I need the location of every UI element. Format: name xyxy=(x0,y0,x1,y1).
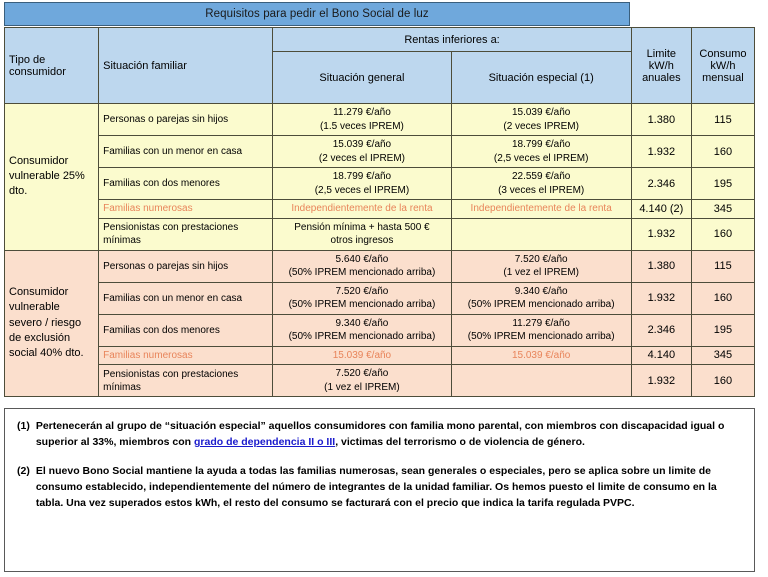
especial-amount: 18.799 €/año xyxy=(511,139,571,150)
table-row xyxy=(5,200,755,219)
situacion-especial-cell xyxy=(451,346,631,365)
situacion-familiar-cell: Pensionistas con prestaciones mínimas xyxy=(99,365,273,397)
especial-amount: 15.039 €/año xyxy=(511,107,571,118)
general-amount: 11.279 €/año xyxy=(333,107,391,118)
especial-amount: 15.039 €/año xyxy=(511,349,571,361)
footnote-1 xyxy=(17,419,742,451)
footnote-1-body xyxy=(36,419,742,451)
general-amount: 9.340 €/año xyxy=(335,317,389,329)
consumo-kwh-cell: 115 xyxy=(691,104,754,136)
especial-detail: (2,5 veces el IPREM) xyxy=(493,152,589,164)
especial-detail: (50% IPREM mencionado arriba) xyxy=(467,331,615,342)
situacion-general-cell xyxy=(273,365,451,397)
general-amount: 7.520 €/año xyxy=(335,285,389,297)
especial-amount: 11.279 €/año xyxy=(512,317,570,329)
table-body xyxy=(5,104,755,397)
general-amount: 15.039 €/año xyxy=(332,139,392,150)
situacion-especial-cell xyxy=(451,104,631,136)
footnote-2-text-part1: El nuevo Bono Social mantiene la ayuda a todas las familias numerosas, sean generales o especiales, pero se aplica sobre un limite de consumo establecido, independientemente del número de integrantes de la unidad familiar. Os hemos puesto el limite de consumo en la tabla. Una vez superados estos kWh, el resto del consumo se facturará con el precio que indica la tarifa regulada PVPC. xyxy=(35,464,717,509)
bono-social-requirements-table xyxy=(4,27,755,397)
consumo-kwh-cell: 160 xyxy=(691,136,754,168)
situacion-familiar-cell: Familias con un menor en casa xyxy=(99,136,273,168)
especial-detail: (50% IPREM mencionado arriba) xyxy=(467,299,615,310)
consumo-kwh-cell: 345 xyxy=(691,346,754,365)
limite-kwh-cell: 1.380 xyxy=(631,250,691,282)
footnote-1-text-part2: , victimas del terrorismo o de violencia de género. xyxy=(335,435,585,448)
consumo-kwh-cell: 160 xyxy=(691,365,754,397)
consumo-kwh-cell: 160 xyxy=(691,282,754,314)
table-row xyxy=(5,314,755,346)
situacion-familiar-cell: Personas o parejas sin hijos xyxy=(99,250,273,282)
situacion-familiar-cell: Familias numerosas xyxy=(99,346,273,365)
situacion-especial-cell xyxy=(451,250,631,282)
general-amount: Independientemente de la renta xyxy=(291,203,433,214)
table-row xyxy=(5,250,755,282)
general-amount: 15.039 €/año xyxy=(332,349,392,361)
table-row xyxy=(5,282,755,314)
table-row xyxy=(5,104,755,136)
footnotes-box xyxy=(4,408,755,572)
general-detail: otros ingresos xyxy=(330,235,394,246)
consumo-kwh-cell: 195 xyxy=(691,314,754,346)
table-row xyxy=(5,365,755,397)
especial-amount: 9.340 €/año xyxy=(514,285,568,297)
situacion-especial-cell xyxy=(451,314,631,346)
especial-detail: (2 veces IPREM) xyxy=(503,120,579,132)
table-title-text: Requisitos para pedir el Bono Social de luz xyxy=(205,8,429,20)
situacion-general-cell xyxy=(273,200,451,219)
consumer-category-cell: Consumidor vulnerable 25% dto. xyxy=(5,104,99,251)
situacion-especial-cell xyxy=(451,218,631,250)
table-row xyxy=(5,346,755,365)
situacion-general-cell xyxy=(273,136,451,168)
general-amount: 5.640 €/año xyxy=(335,253,389,265)
footnote-2 xyxy=(17,464,742,512)
especial-detail: (3 veces el IPREM) xyxy=(498,184,585,196)
situacion-especial-cell xyxy=(451,168,631,200)
general-detail: (2,5 veces el IPREM) xyxy=(314,184,410,196)
header-consumo-kwh: Consumo kW/h mensual xyxy=(691,28,754,104)
limite-kwh-cell: 1.932 xyxy=(631,365,691,397)
general-amount: 18.799 €/año xyxy=(332,171,392,182)
general-detail: (1.5 veces IPREM) xyxy=(319,120,404,132)
general-detail: (50% IPREM mencionado arriba) xyxy=(288,299,436,310)
situacion-general-cell xyxy=(273,314,451,346)
situacion-general-cell xyxy=(273,168,451,200)
footnote-1-link[interactable]: grado de dependencia II o III xyxy=(193,435,336,448)
table-row xyxy=(5,218,755,250)
limite-kwh-cell: 1.932 xyxy=(631,282,691,314)
situacion-familiar-cell: Familias numerosas xyxy=(99,200,273,219)
table-header xyxy=(5,28,755,104)
situacion-general-cell xyxy=(273,282,451,314)
situacion-general-cell xyxy=(273,250,451,282)
general-amount: 7.520 €/año xyxy=(335,368,389,379)
especial-amount: 7.520 €/año xyxy=(514,253,568,265)
general-detail: (2 veces el IPREM) xyxy=(318,152,405,164)
footnote-2-body xyxy=(36,464,742,512)
header-limite-kwh: Limite kW/h anuales xyxy=(631,28,691,104)
consumo-kwh-cell: 345 xyxy=(691,200,754,219)
table-row xyxy=(5,168,755,200)
situacion-especial-cell xyxy=(451,200,631,219)
general-detail: (1 vez el IPREM) xyxy=(324,381,400,393)
situacion-especial-cell xyxy=(451,282,631,314)
situacion-general-cell xyxy=(273,218,451,250)
consumo-kwh-cell: 160 xyxy=(691,218,754,250)
footnote-1-text-part1: Pertenecerán al grupo de “situación especial” aquellos consumidores con familia mono parental, con miembros con discapacidad igual o superior al 33%, miembros con xyxy=(35,420,725,448)
situacion-especial-cell xyxy=(451,136,631,168)
limite-kwh-cell: 2.346 xyxy=(631,314,691,346)
situacion-especial-cell xyxy=(451,365,631,397)
header-situacion-general: Situación general xyxy=(273,52,451,104)
limite-kwh-cell: 2.346 xyxy=(631,168,691,200)
general-detail: (50% IPREM mencionado arriba) xyxy=(288,331,436,342)
consumer-category-cell: Consumidor vulnerable severo / riesgo de exclusión social 40% dto. xyxy=(5,250,99,397)
limite-kwh-cell: 1.932 xyxy=(631,218,691,250)
header-situacion-especial: Situación especial (1) xyxy=(451,52,631,104)
situacion-familiar-cell: Familias con dos menores xyxy=(99,168,273,200)
situacion-general-cell xyxy=(273,346,451,365)
header-tipo-consumidor: Tipo de consumidor xyxy=(5,28,99,104)
general-detail: (50% IPREM mencionado arriba) xyxy=(288,267,436,278)
footnote-1-number: (1) xyxy=(17,420,30,432)
especial-amount: 22.559 €/año xyxy=(511,171,571,182)
general-amount: Pensión mínima + hasta 500 € xyxy=(294,221,430,233)
situacion-familiar-cell: Familias con dos menores xyxy=(99,314,273,346)
situacion-familiar-cell: Personas o parejas sin hijos xyxy=(99,104,273,136)
limite-kwh-cell: 4.140 xyxy=(631,346,691,365)
consumo-kwh-cell: 195 xyxy=(691,168,754,200)
table-title-banner xyxy=(4,2,630,26)
situacion-familiar-cell: Familias con un menor en casa xyxy=(99,282,273,314)
header-row-top xyxy=(5,28,755,52)
especial-detail: (1 vez el IPREM) xyxy=(503,267,579,278)
situacion-familiar-cell: Pensionistas con prestaciones mínimas xyxy=(99,218,273,250)
especial-amount: Independientemente de la renta xyxy=(470,203,612,214)
limite-kwh-cell: 1.380 xyxy=(631,104,691,136)
header-rentas-inferiores: Rentas inferiores a: xyxy=(273,28,631,52)
situacion-general-cell xyxy=(273,104,451,136)
limite-kwh-cell: 1.932 xyxy=(631,136,691,168)
consumo-kwh-cell: 115 xyxy=(691,250,754,282)
header-situacion-familiar: Situación familiar xyxy=(99,28,273,104)
footnote-2-number: (2) xyxy=(17,464,30,477)
table-row xyxy=(5,136,755,168)
limite-kwh-cell: 4.140 (2) xyxy=(631,200,691,219)
